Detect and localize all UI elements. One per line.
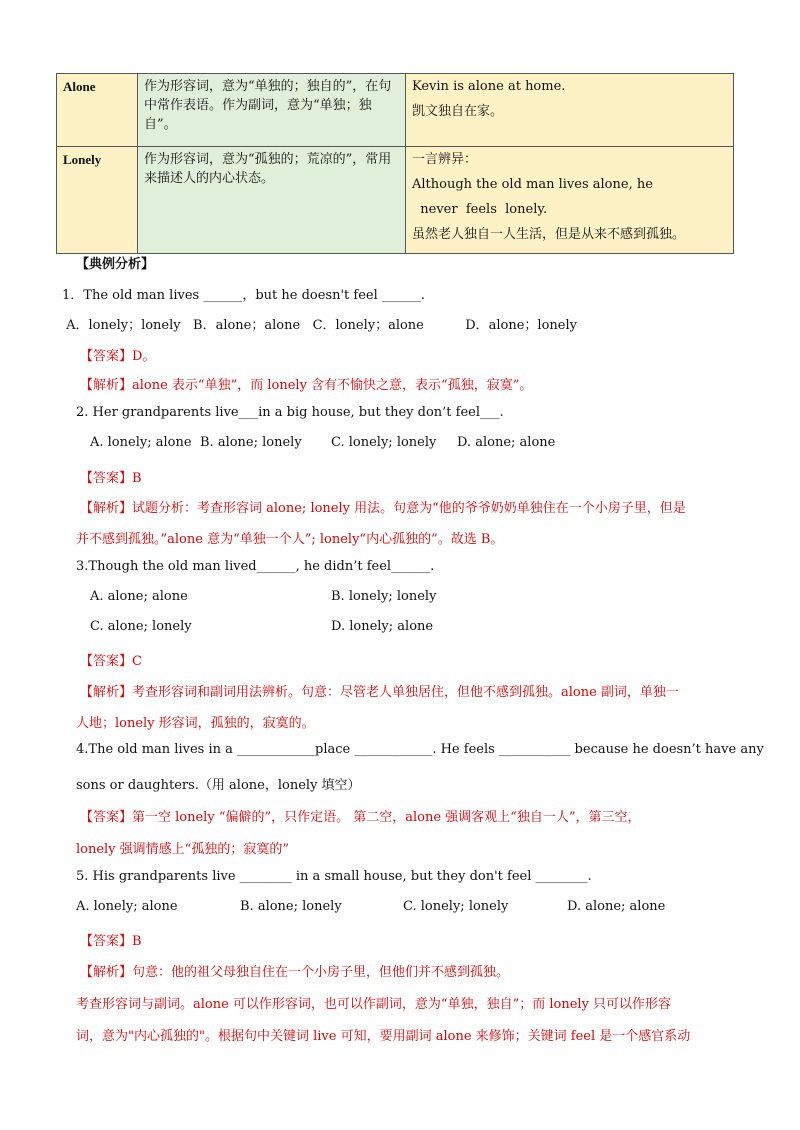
question-1-answer: 【答案】D。: [80, 349, 156, 364]
question-3-option-d: D. lonely; alone: [331, 619, 434, 634]
table-row: [57, 74, 734, 147]
question-5-option-b: B. alone; lonely: [240, 899, 342, 914]
table-row: [57, 147, 734, 254]
example-line: Kevin is alone at home.: [412, 79, 566, 94]
question-2-analysis-line: 【解析】试题分析：考查形容词 alone; lonely 用法。句意为“他的爷爷奶奶单独住在一个小房子里，但是: [80, 501, 686, 516]
example-cell: [406, 147, 734, 254]
question-3-analysis-line: 【解析】考查形容词和副词用法辨析。句意：尽管老人单独居住，但他不感到孤独。alone 副词，单独一: [80, 685, 679, 700]
question-2-option-d: D. alone; alone: [457, 435, 556, 450]
question-2-option-a: A. lonely; alone: [90, 435, 192, 450]
question-3-option-c: C. alone; lonely: [90, 619, 192, 634]
question-3-option-b: B. lonely; lonely: [331, 589, 437, 604]
question-5-stem: 5. His grandparents live ________ in a small house, but they don't feel ________.: [76, 869, 592, 884]
example-line: never feels lonely.: [412, 202, 548, 217]
question-5-option-c: C. lonely; lonely: [403, 899, 509, 914]
question-5-answer: 【答案】B: [80, 934, 142, 949]
question-5-option-a: A. lonely; alone: [76, 899, 178, 914]
question-5-option-d: D. alone; alone: [567, 899, 666, 914]
question-2-answer: 【答案】B: [80, 471, 142, 486]
question-4-answer-line: 【答案】第一空 lonely “偏僻的”，只作定语。 第二空，alone 强调客观上“独自一人”，第三空，: [80, 810, 641, 825]
example-line: Although the old man lives alone, he: [412, 177, 653, 192]
question-4-stem: 4.The old man lives in a ____________place ____________. He feels ___________ because he doesn’t have any: [76, 742, 764, 757]
vocabulary-table: [56, 73, 734, 254]
example-line: 凯文独自在家。: [412, 104, 504, 119]
example-line: 一言辨异：: [412, 152, 478, 167]
word-cell: Alone: [57, 74, 138, 147]
definition-cell: 作为形容词，意为“孤独的；荒凉的”，常用来描述人的内心状态。: [138, 147, 406, 254]
section-title: 【典例分析】: [76, 257, 155, 272]
definition-cell: 作为形容词，意为“单独的；独自的”，在句中常作表语。作为副词，意为“单独；独自”。: [138, 74, 406, 147]
question-1-analysis: 【解析】alone 表示“单独”，而 lonely 含有不愉快之意，表示“孤独，寂寞”。: [80, 378, 533, 393]
question-2-analysis-line: 并不感到孤独。”alone 意为“单独一个人”; lonely“内心孤独的”。故选 B。: [76, 532, 504, 547]
question-3-stem: 3.Though the old man lived______, he didn’t feel______.: [76, 559, 435, 574]
question-5-analysis-line: 考查形容词与副词。alone 可以作形容词，也可以作副词，意为“单独，独自”；而 lonely 只可以作形容: [76, 997, 672, 1012]
question-2-option-b: B. alone; lonely: [200, 435, 302, 450]
question-2-stem: 2. Her grandparents live___in a big house, but they don’t feel___.: [76, 405, 504, 420]
question-3-analysis-line: 人地；lonely 形容词，孤独的，寂寞的。: [76, 716, 315, 731]
question-3-option-a: A. alone; alone: [90, 589, 188, 604]
question-5-analysis-line: 词，意为"内心孤独的"。根据句中关键词 live 可知，要用副词 alone 来修饰；关键词 feel 是一个感官系动: [76, 1029, 691, 1044]
question-2-option-c: C. lonely; lonely: [331, 435, 437, 450]
question-5-analysis-line: 【解析】句意：他的祖父母独自住在一个小房子里，但他们并不感到孤独。: [80, 965, 510, 980]
word-cell: Lonely: [57, 147, 138, 254]
example-line: 虽然老人独自一人生活，但是从来不感到孤独。: [412, 227, 686, 242]
example-cell: [406, 74, 734, 147]
question-4-stem: sons or daughters.（用 alone，lonely 填空）: [76, 778, 361, 793]
question-1-options: A．lonely；lonely B．alone；alone C．lonely；alone D．alone；lonely: [62, 318, 577, 333]
question-3-answer: 【答案】C: [80, 654, 142, 669]
question-4-answer-line: lonely 强调情感上“孤独的；寂寞的”: [76, 842, 289, 857]
question-1-stem: 1．The old man lives ______，but he doesn't feel ______.: [62, 288, 426, 303]
